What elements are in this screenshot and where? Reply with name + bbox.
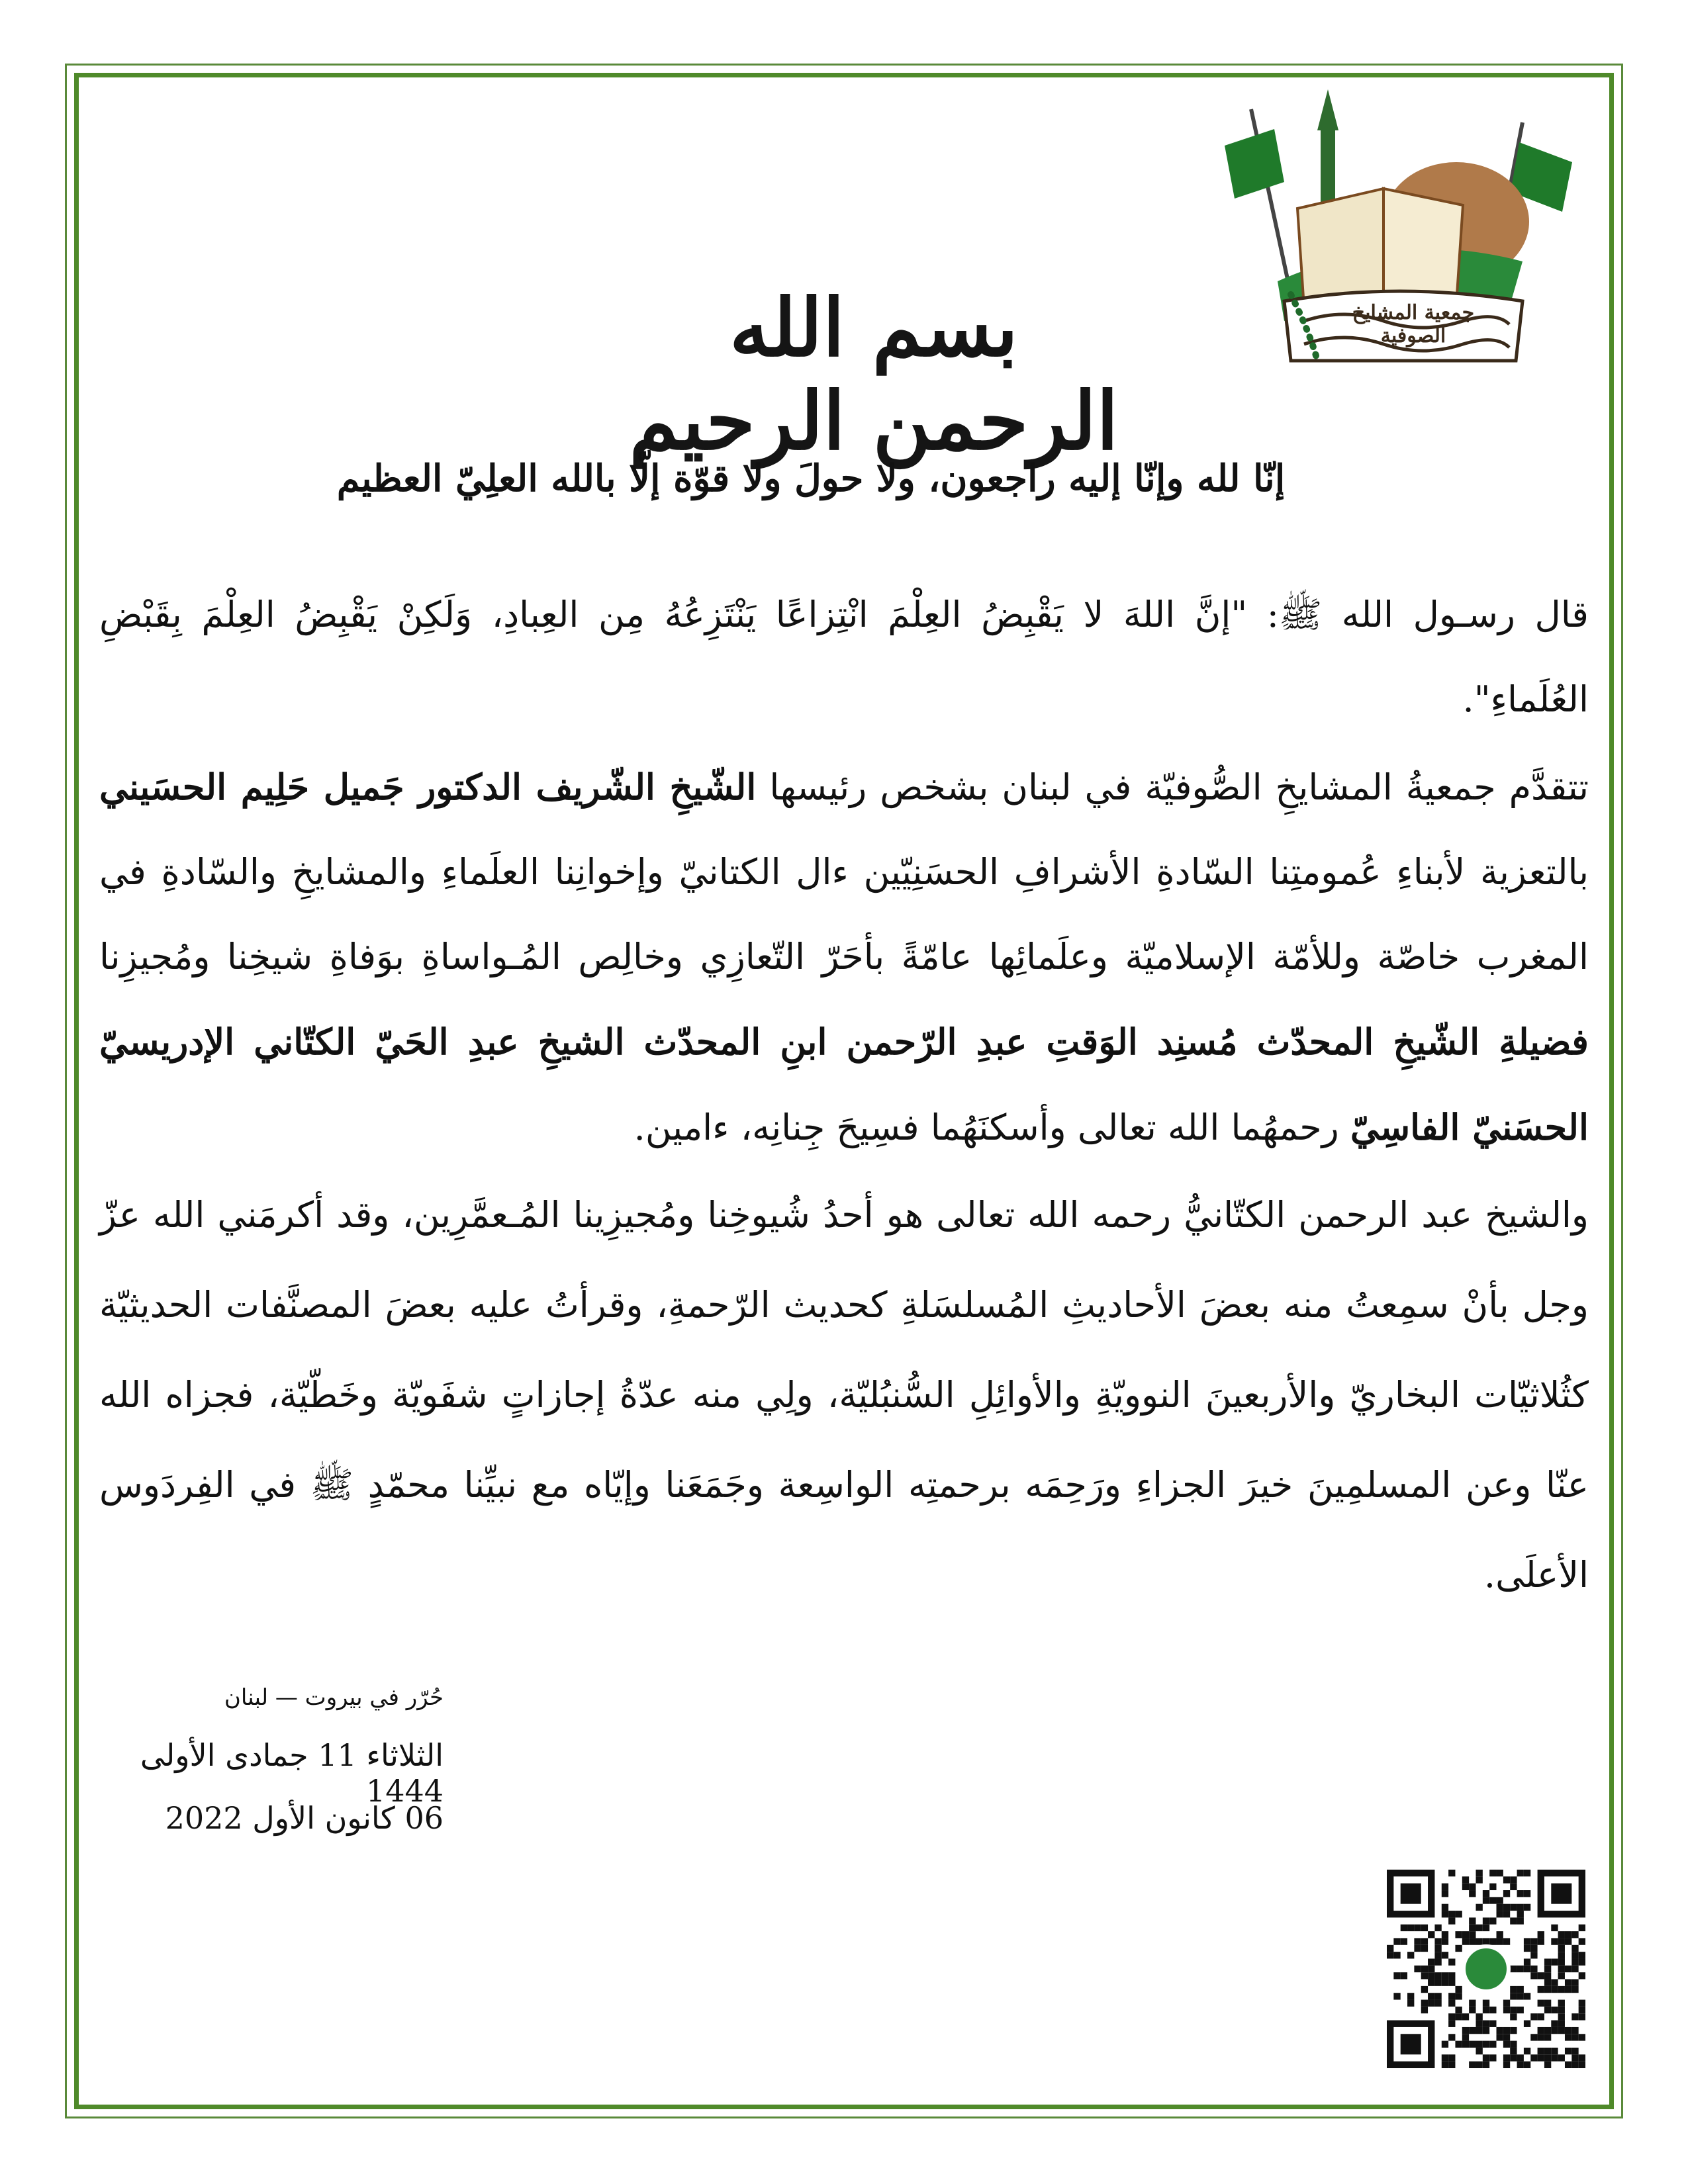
basmala-text: بسم الله الرحمن الرحيم [629, 281, 1119, 468]
president-name: الشّيخِ الشّريف الدكتور جَميل حَلِيم الحسَيني [99, 766, 757, 808]
deceased-name: فضيلةِ الشّيخِ المحدّث مُسنِد الوَقتِ عبدِ الرّحمن ابنِ المحدّث الشيخِ عبدِ الحَيّ الكتّاني الإدريسيّ الحسَنيّ الفاسِيّ [99, 1021, 1589, 1148]
gregorian-date: 06 كانون الأول 2022 [165, 1800, 444, 1836]
hijri-date: الثلاثاء 11 جمادى الأولى 1444 [140, 1737, 444, 1809]
p2-intro: تتقدَّم جمعيةُ المشايخِ الصُّوفيّة في لبنان بشخص رئيسها [756, 766, 1589, 808]
condolence-heading: إنّا لله وإنّا إليه راجعون، ولا حولَ ولا قوّة إلّا بالله العلِيّ العظيم [336, 457, 1286, 500]
letter-body [99, 572, 1589, 1620]
association-logo [1211, 83, 1582, 367]
basmala-calligraphy [616, 255, 1132, 468]
tribute-paragraph: والشيخ عبد الرحمن الكتّانيُّ رحمه الله تعالى هو أحدُ شُيوخِنا ومُجيزِينا المُـعمَّرِين، وقد أكرمَني الله عزّ وجل بأنْ سمِعتُ منه بعضَ الأحاديثِ المُسلسَلةِ كحديث الرّحمةِ، وقرأتُ عليه بعضَ المصنَّفات الحديثيّة كثُلاثيّات البخاريّ والأربعينَ النوويّةِ والأوائِلِ السُّنبُليّة، ولِي منه عدّةُ إجازاتٍ شفَويّة وخَطّيّة، فجزاه الله عنّا وعن المسلمِينَ خيرَ الجزاءِ ورَحِمَه برحمتِه الواسِعة وجَمَعَنا وإيّاه مع نبيِّنا محمّدٍ ﷺ في الفِردَوس الأعلَى. [99, 1194, 1589, 1596]
p2-end: رحمهُما الله تعالى وأسكنَهُما فسِيحَ جِنانِه، ءامين. [633, 1107, 1350, 1148]
place-line: حُرّر في بيروت — لبنان [224, 1684, 444, 1711]
logo-caption: جمعية المشايخ الصوفية [1352, 301, 1475, 347]
qr-code[interactable] [1387, 1870, 1585, 2068]
hadith-paragraph: قال رسـول الله ﷺ: "إنَّ اللهَ لا يَقْبِضُ العِلْمَ انْتِزاعًا يَنْتَزِعُهُ مِن العِبادِ، وَلَكِنْ يَقْبِضُ العِلْمَ بِقَبْضِ العُلَماءِ". [99, 594, 1589, 720]
p2-middle: بالتعزية لأبناءِ عُمومتِنا السّادةِ الأشرافِ الحسَنِيّين ءال الكتانيّ وإخوانِنا العلَماءِ والمشايخِ والسّادةِ في المغرب خاصّة وللأمّة الإسلاميّة وعلَمائِها عامّةً بأحَرّ التّعازِي وخالِص المُـواساةِ بوَفاةِ شيخِنا ومُجيزِنا [99, 851, 1589, 978]
condolence-paragraph [99, 745, 1589, 1170]
